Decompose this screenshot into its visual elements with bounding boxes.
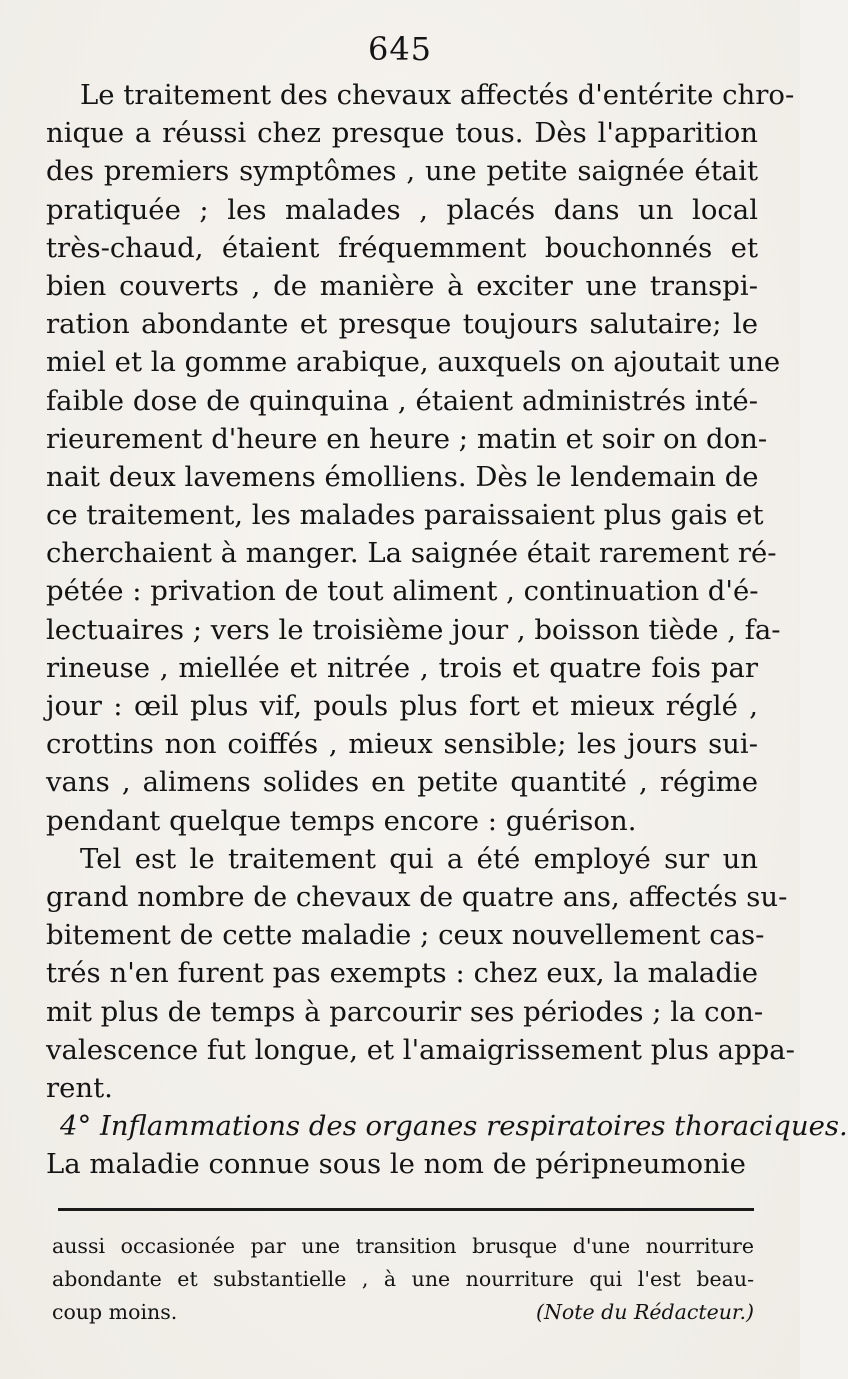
text-line: Le traitement des chevaux affectés d'entérite chro-	[80, 79, 795, 111]
editor-note: (Note du Rédacteur.)	[535, 1300, 754, 1324]
body-text	[46, 76, 848, 1183]
text-line: grand nombre de chevaux de quatre ans, affectés su-	[46, 880, 788, 913]
text-line: nait deux lavemens émolliens. Dès le lendemain de	[46, 460, 759, 493]
text-line: pétée : privation de tout aliment , continuation d'é-	[46, 575, 759, 608]
text-line: ce traitement, les malades paraissaient plus gais et	[46, 499, 764, 532]
text-line: Tel est le traitement qui a été employé sur un	[80, 842, 758, 875]
text-line: trés n'en furent pas exempts : chez eux, la maladie	[46, 957, 758, 990]
text-line: La maladie connue sous le nom de péripneumonie	[46, 1148, 746, 1181]
text-line: des premiers symptômes , une petite saignée était	[46, 155, 758, 188]
text-line: lectuaires ; vers le troisième jour , boisson tiède , fa-	[46, 613, 781, 646]
text-line: faible dose de quinquina , étaient administrés inté-	[46, 384, 758, 417]
text-line: pendant quelque temps encore : guérison.	[46, 804, 637, 837]
text-line: nique a réussi chez presque tous. Dès l'apparition	[46, 117, 758, 150]
paragraph-1	[46, 76, 795, 840]
text-line: valescence fut longue, et l'amaigrissement plus appa-	[46, 1033, 795, 1066]
text-line: bien couverts , de manière à exciter une transpi-	[46, 269, 758, 302]
text-line: bitement de cette maladie ; ceux nouvellement cas-	[46, 919, 765, 952]
text-line: miel et la gomme arabique, auxquels on ajoutait une	[46, 346, 781, 379]
footnote-line	[52, 1296, 754, 1329]
text-line: rent.	[46, 1071, 113, 1104]
footnote-line-text: coup moins.	[52, 1300, 178, 1324]
text-line: ration abondante et presque toujours salutaire; le	[46, 308, 758, 341]
paragraph-2	[46, 840, 795, 1107]
text-line: cherchaient à manger. La saignée était rarement ré-	[46, 537, 777, 570]
text-line: rineuse , miellée et nitrée , trois et quatre fois par	[46, 651, 758, 684]
page-number: 645	[367, 30, 433, 68]
footnote-line: aussi occasionée par une transition brusque d'une nourriture	[52, 1234, 754, 1258]
footnote	[52, 1230, 754, 1329]
text-line: jour : œil plus vif, pouls plus fort et mieux réglé ,	[46, 690, 758, 722]
text-line: pratiquée ; les malades , placés dans un local	[46, 193, 758, 226]
text-line: mit plus de temps à parcourir ses périodes ; la con-	[46, 995, 764, 1028]
section-heading: 4° Inflammations des organes respiratoires thoraciques.	[60, 1110, 848, 1143]
text-line: vans , alimens solides en petite quantité , régime	[46, 766, 758, 799]
text-line: crottins non coiffés , mieux sensible; les jours sui-	[46, 728, 758, 761]
text-line: rieurement d'heure en heure ; matin et soir on don-	[46, 422, 768, 455]
footnote-divider	[58, 1208, 754, 1211]
footnote-line: abondante et substantielle , à une nourriture qui l'est beau-	[52, 1267, 754, 1291]
text-line: très-chaud, étaient fréquemment bouchonnés et	[46, 231, 758, 264]
